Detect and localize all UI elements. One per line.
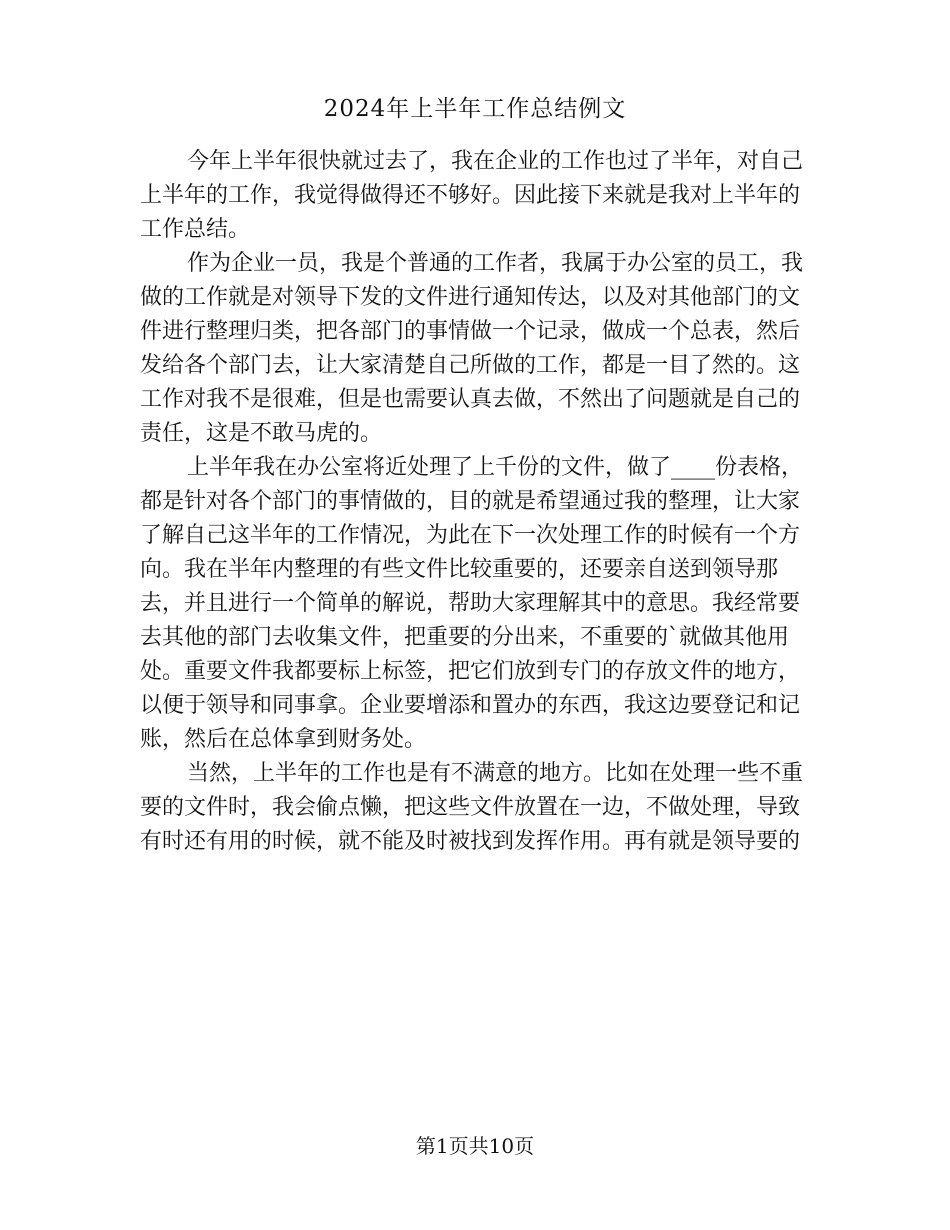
paragraph-1 [140, 145, 812, 247]
text-line: 去，并且进行一个简单的解说，帮助大家理解其中的意思。我经常要 [140, 591, 801, 616]
text-line: 都是针对各个部门的事情做的，目的就是希望通过我的整理，让大家 [140, 489, 801, 514]
text-line: 责任，这是不敢马虎的。 [140, 421, 383, 446]
document-title: 2024年上半年工作总结例文 [323, 96, 627, 122]
text-line: 上半年我在办公室将近处理了上千份的文件，做了____份表格， [187, 455, 804, 480]
text-line: 要的文件时，我会偷点懒，把这些文件放置在一边，不做处理，导致 [140, 795, 801, 820]
text-line: 当然，上半年的工作也是有不满意的地方。比如在处理一些不重 [187, 761, 804, 786]
text-line: 工作总结。 [140, 217, 251, 242]
paragraph-2 [140, 247, 812, 451]
document-body [140, 145, 812, 859]
text-line: 账，然后在总体拿到财务处。 [140, 727, 427, 752]
page-number-footer: 第1页共10页 [415, 1134, 535, 1158]
text-line: 处。重要文件我都要标上标签，把它们放到专门的存放文件的地方， [140, 659, 801, 684]
text-line: 以便于领导和同事拿。企业要增添和置办的东西，我这边要登记和记 [140, 693, 801, 718]
paragraph-3 [140, 451, 812, 757]
text-line: 上半年的工作，我觉得做得还不够好。因此接下来就是我对上半年的 [140, 183, 801, 208]
text-line: 做的工作就是对领导下发的文件进行通知传达，以及对其他部门的文 [140, 285, 801, 310]
text-line: 件进行整理归类，把各部门的事情做一个记录，做成一个总表，然后 [140, 319, 801, 344]
text-line: 工作对我不是很难，但是也需要认真去做，不然出了问题就是自己的 [140, 387, 801, 412]
text-line: 去其他的部门去收集文件，把重要的分出来，不重要的`就做其他用 [140, 625, 790, 650]
text-line: 向。我在半年内整理的有些文件比较重要的，还要亲自送到领导那 [140, 557, 779, 582]
text-line: 今年上半年很快就过去了，我在企业的工作也过了半年，对自己 [187, 149, 804, 174]
text-line: 了解自己这半年的工作情况，为此在下一次处理工作的时候有一个方 [140, 523, 801, 548]
text-line: 发给各个部门去，让大家清楚自己所做的工作，都是一目了然的。这 [140, 353, 801, 378]
text-line: 作为企业一员，我是个普通的工作者，我属于办公室的员工，我 [187, 251, 804, 276]
text-line: 有时还有用的时候，就不能及时被找到发挥作用。再有就是领导要的 [140, 829, 801, 854]
paragraph-4 [140, 757, 812, 859]
